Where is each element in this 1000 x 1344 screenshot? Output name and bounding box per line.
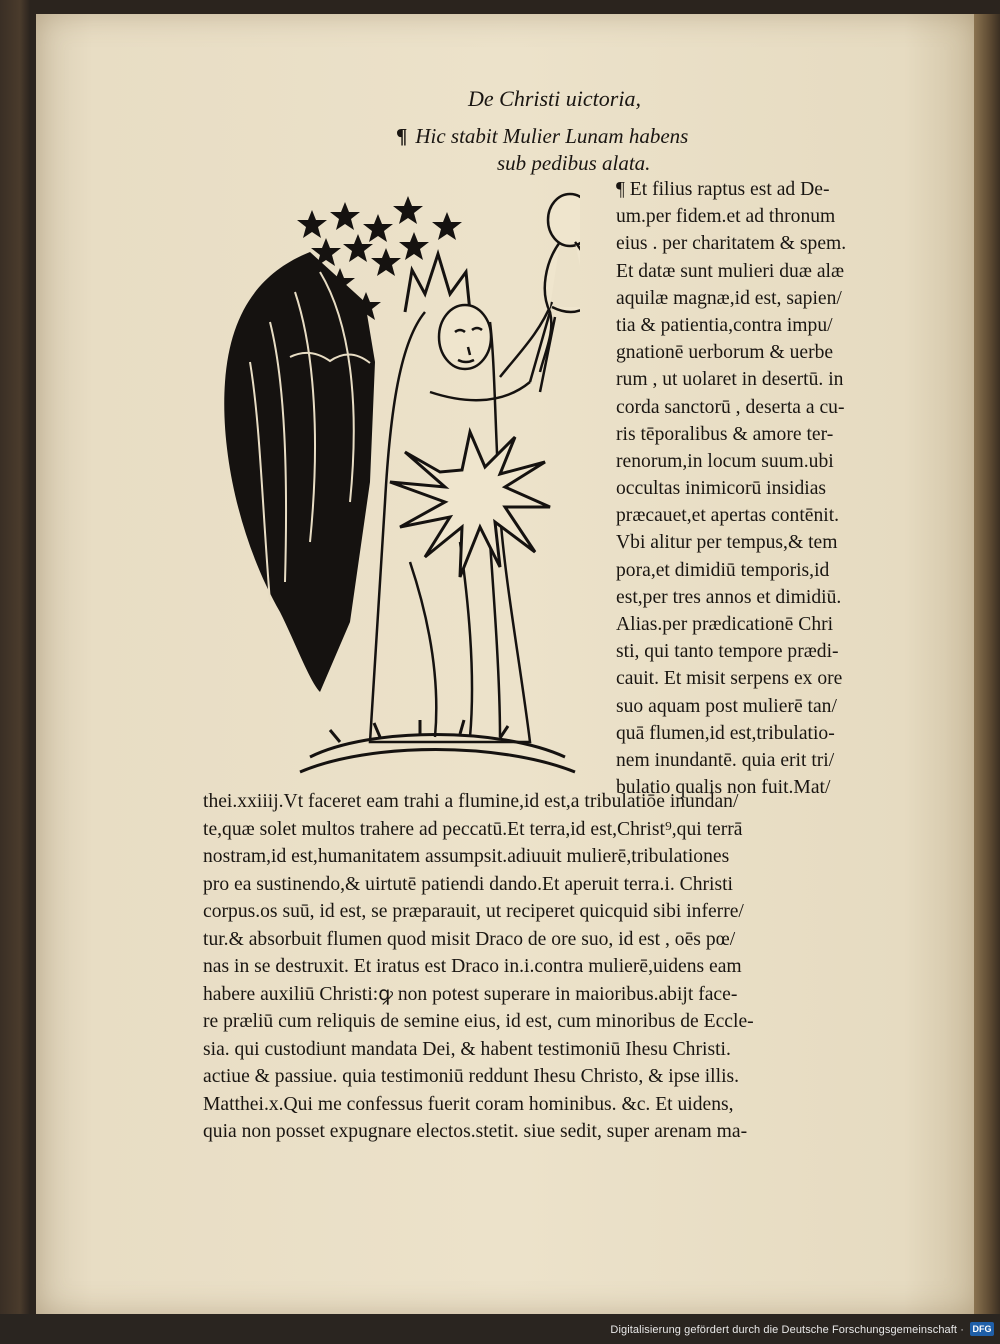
text-line: te,quæ solet multos trahere ad peccatū.Et terra,id est,Christ⁹,qui terrā bbox=[203, 818, 743, 840]
text-line: rum , ut uolaret in desertū. in bbox=[616, 369, 844, 391]
text-line: est,per tres annos et dimidiū. bbox=[616, 586, 842, 608]
text-line: tia & patientia,contra impu/ bbox=[616, 314, 833, 336]
woodcut-illustration bbox=[200, 182, 580, 782]
text-line: eius . per charitatem & spem. bbox=[616, 233, 847, 255]
text-line: aquilæ magnæ,id est, sapien/ bbox=[616, 287, 842, 309]
text-line: nas in se destruxit. Et iratus est Draco in.i.contra mulierē,uidens eam bbox=[203, 956, 742, 977]
child-figure bbox=[530, 194, 580, 392]
text-line: renorum,in locum suum.ubi bbox=[616, 450, 834, 472]
pilcrow-icon: ¶ bbox=[396, 124, 408, 148]
full-width-text-block bbox=[203, 788, 913, 1146]
text-line: sti, qui tanto tempore prædi- bbox=[616, 641, 839, 663]
text-line: re præliū cum reliquis de semine eius, id est, cum minoribus de Eccle- bbox=[203, 1011, 754, 1032]
text-line: Alias.per prædicationē Chri bbox=[616, 614, 834, 635]
text-line: thei.xxiiij.Vt faceret eam trahi a flumine,id est,a tribulatiōe inundan/ bbox=[203, 791, 739, 812]
text-line: quā flumen,id est,tribulatio- bbox=[616, 722, 835, 744]
moon-icon bbox=[300, 720, 575, 772]
text-line: tur.& absorbuit flumen quod misit Draco de ore suo, id est , oēs pœ/ bbox=[203, 928, 736, 950]
text-line: suo aquam post mulierē tan/ bbox=[616, 695, 837, 717]
text-line: bulatio qualis non fuit.Mat/ bbox=[616, 777, 831, 799]
text-line: pro ea sustinendo,& uirtutē patiendi dando.Et aperuit terra.i. Christi bbox=[203, 873, 733, 895]
dfg-logo[interactable]: DFG bbox=[970, 1322, 994, 1336]
wing-icon bbox=[224, 252, 375, 692]
sun-icon bbox=[390, 432, 550, 577]
text-line: nostram,id est,humanitatem assumpsit.adiuuit mulierē,tribulationes bbox=[203, 846, 730, 867]
crown-icon bbox=[405, 254, 470, 312]
subheading-line-2: sub pedibus alata. bbox=[497, 151, 651, 175]
subheading-line-1 bbox=[396, 124, 688, 149]
text-line: quia non posset expugnare electos.stetit. siue sedit, super arenam ma- bbox=[203, 1121, 748, 1142]
text-line: cauit. Et misit serpens ex ore bbox=[616, 668, 843, 690]
text-line: Et datæ sunt mulieri duæ alæ bbox=[616, 260, 845, 282]
text-line: actiue & passiue. quia testimoniū reddunt Ihesu Christo, & ipse illis. bbox=[203, 1066, 740, 1087]
text-line: occultas inimicorū insidias bbox=[616, 478, 827, 500]
text-line: Matthei.x.Qui me confessus fuerit coram hominibus. &c. Et uidens, bbox=[203, 1093, 734, 1115]
text-line: Vbi alitur per tempus,& tem bbox=[616, 532, 838, 554]
footer-credit: Digitalisierung gefördert durch die Deutsche Forschungsgemeinschaft · bbox=[610, 1324, 964, 1336]
text-line: ris tēporalibus & amore ter- bbox=[616, 423, 834, 445]
text-line: corpus.os suū, id est, se præparauit, ut reciperet quicquid sibi inferre/ bbox=[203, 901, 744, 922]
text-line: gnationē uerborum & uerbe bbox=[616, 342, 834, 364]
text-line: habere auxiliū Christi:ꝙ non potest superare in maioribus.abijt face- bbox=[203, 983, 738, 1005]
text-line: pora,et dimidiū temporis,id bbox=[616, 559, 830, 581]
subheading-text-1: Hic stabit Mulier Lunam habens bbox=[415, 124, 689, 148]
text-line: sia. qui custodiunt mandata Dei, & habent testimoniū Ihesu Christi. bbox=[203, 1038, 731, 1060]
text-line: nem inundantē. quia erit tri/ bbox=[616, 749, 835, 771]
text-line: præcauet,et apertas contēnit. bbox=[616, 505, 840, 527]
text-line: um.per fidem.et ad thronum bbox=[616, 206, 836, 228]
text-line: corda sanctorū , deserta a cu- bbox=[616, 396, 845, 418]
running-head: De Christi uictoria, bbox=[468, 86, 641, 111]
right-text-column bbox=[616, 176, 946, 801]
page-edge-shadow bbox=[974, 14, 1000, 1314]
text-line: ¶ Et filius raptus est ad De- bbox=[616, 179, 830, 200]
